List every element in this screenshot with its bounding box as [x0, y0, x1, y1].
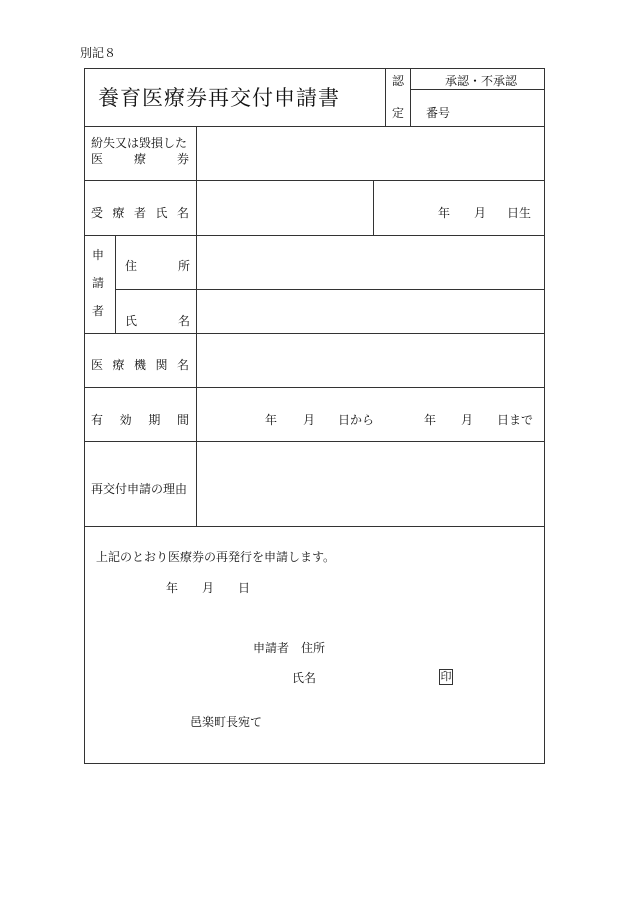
seal-mark: 印 [440, 670, 452, 683]
reason-label: 再交付申請の理由 [91, 482, 188, 496]
approval-number-field[interactable] [470, 92, 542, 124]
applicant-address-field[interactable] [198, 237, 543, 288]
birthdate-divider [373, 180, 374, 235]
row-divider [84, 126, 545, 127]
table-border-bottom [84, 763, 545, 764]
label-column-divider [196, 126, 197, 527]
reason-field[interactable] [198, 443, 543, 525]
applicant-group-char: 者 [92, 304, 105, 318]
validity-from-year: 年 [265, 413, 278, 427]
header-divider-3 [410, 89, 545, 90]
declaration-year: 年 [166, 581, 179, 595]
institution-label: 医 療 機 関 名 [91, 358, 189, 372]
approval-label-2: 定 [392, 106, 405, 120]
form-title: 養育医療券再交付申請書 [98, 86, 340, 110]
table-border-top [84, 68, 545, 69]
validity-from-month: 月 [303, 413, 316, 427]
approval-number-label: 番号 [426, 106, 451, 120]
table-border-right [544, 68, 545, 764]
declaration-applicant-name: 氏名 [292, 671, 317, 685]
declaration-name-field[interactable] [322, 668, 432, 688]
patient-name-field[interactable] [198, 182, 372, 234]
row-divider [84, 441, 545, 442]
header-divider-1 [385, 68, 386, 126]
row-divider [84, 235, 545, 236]
address-label: 住 所 [125, 259, 190, 273]
validity-to-day: 日まで [497, 413, 534, 427]
row-divider [115, 289, 545, 290]
validity-to-year: 年 [424, 413, 437, 427]
applicant-group-divider [115, 235, 116, 333]
patient-name-label: 受 療 者 氏 名 [91, 206, 189, 220]
addressee: 邑楽町長宛て [190, 715, 263, 729]
approval-label-1: 認 [392, 74, 405, 88]
declaration-day: 日 [238, 581, 251, 595]
declaration-statement: 上記のとおり医療券の再発行を申請します。 [96, 550, 336, 564]
validity-label: 有 効 期 間 [91, 413, 189, 427]
applicant-group-char: 請 [92, 276, 105, 290]
lost-ticket-field[interactable] [198, 128, 543, 179]
applicant-group-char: 申 [92, 248, 105, 262]
form-number: 別記８ [80, 46, 117, 60]
header-divider-2 [410, 68, 411, 126]
row-divider [84, 526, 545, 527]
row-divider [84, 333, 545, 334]
declaration-date-field[interactable] [120, 578, 270, 598]
row-divider [84, 387, 545, 388]
declaration-address-field[interactable] [330, 638, 530, 658]
table-border-left [84, 68, 85, 764]
lost-ticket-label: 紛失又は毀損した [91, 136, 188, 150]
birth-month-label: 月 [474, 206, 487, 220]
institution-field[interactable] [198, 335, 543, 386]
declaration-applicant-address: 申請者 住所 [253, 641, 326, 655]
lost-ticket-label-2: 医 療 券 [91, 152, 189, 166]
validity-from-day: 日から [338, 413, 375, 427]
applicant-name-field[interactable] [198, 291, 543, 332]
approval-status-options: 承認・不承認 [445, 74, 518, 88]
validity-to-month: 月 [461, 413, 474, 427]
row-divider [84, 180, 545, 181]
name-label: 氏 名 [125, 314, 190, 328]
birth-day-label: 日生 [507, 206, 532, 220]
declaration-month: 月 [202, 581, 215, 595]
birth-year-label: 年 [438, 206, 451, 220]
